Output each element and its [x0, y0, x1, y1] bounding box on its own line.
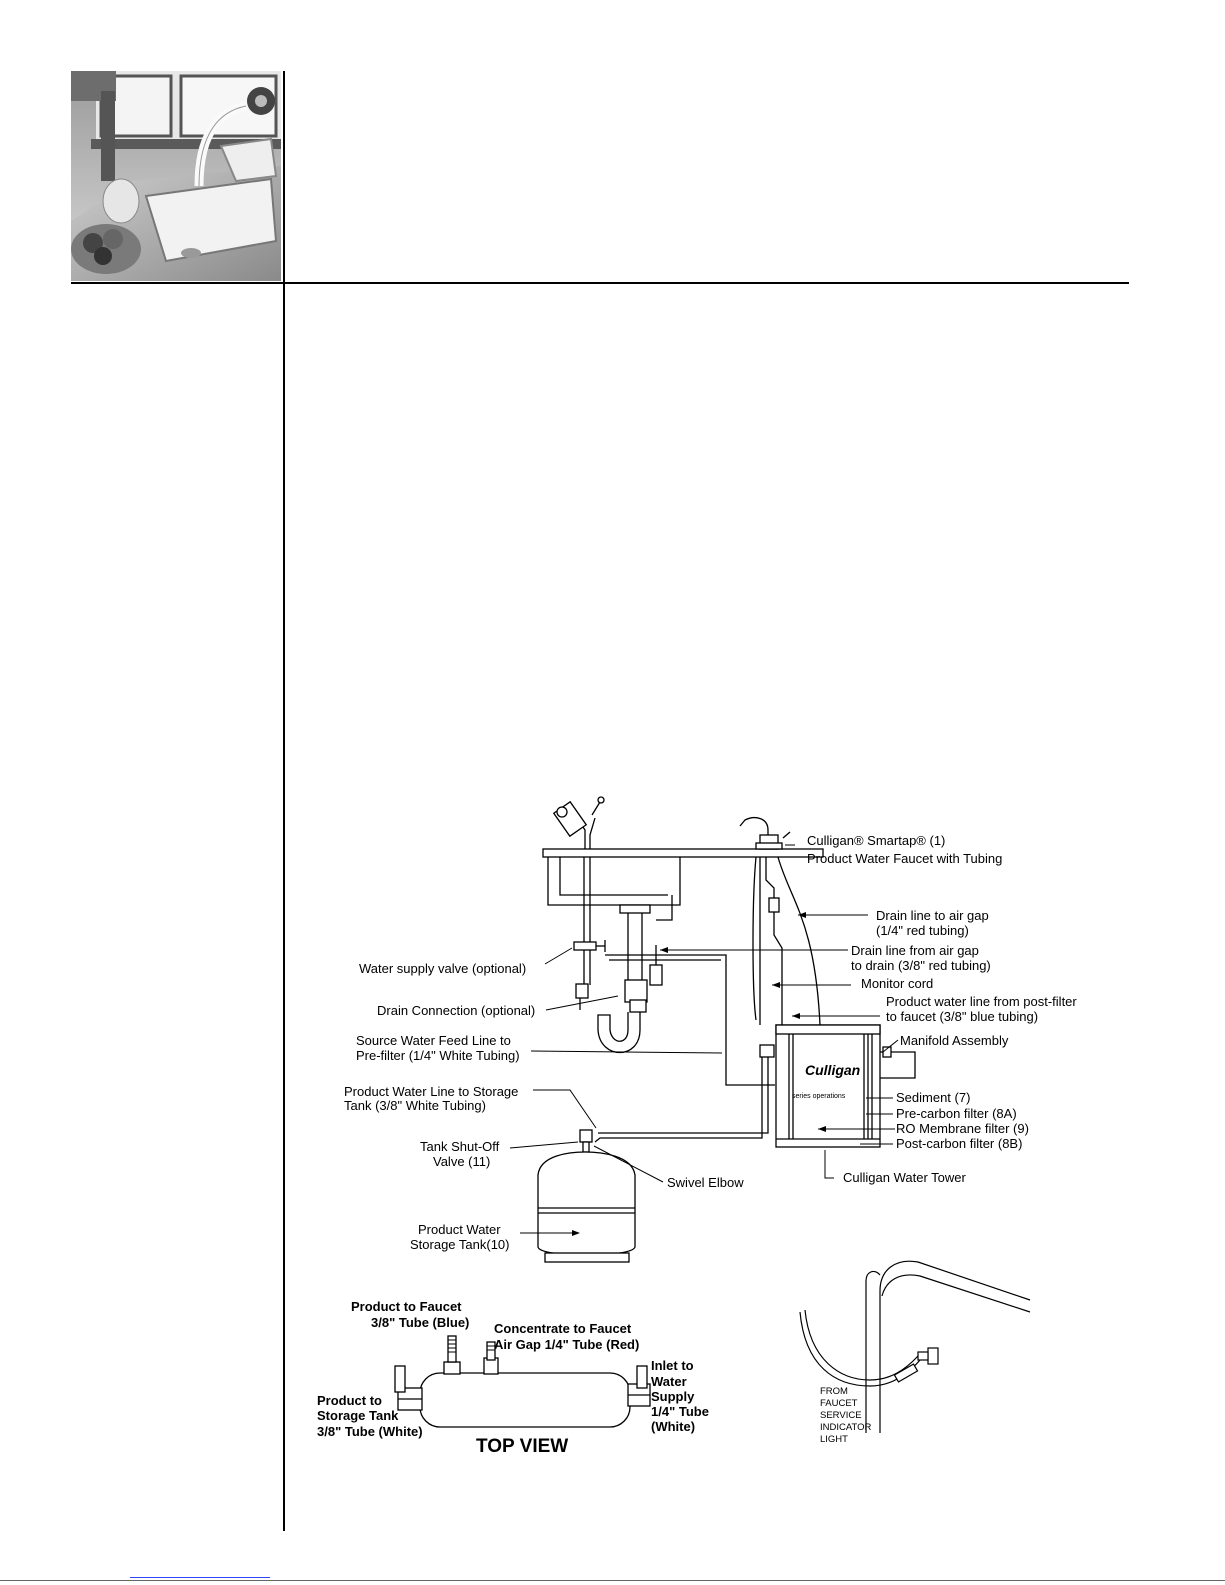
inlet-label-3: Supply — [651, 1389, 695, 1404]
product-line-label-2: to faucet (3/8" blue tubing) — [886, 1009, 1039, 1024]
inlet-label-4: 1/4" Tube — [651, 1404, 709, 1419]
source-feed-label-1: Source Water Feed Line to — [356, 1033, 511, 1048]
inlet-label-5: (White) — [651, 1419, 696, 1434]
storage-label-1: Product to — [317, 1393, 382, 1408]
concentrate-label-2: Air Gap 1/4" Tube (Red) — [494, 1337, 640, 1352]
inlet-label-1: Inlet to — [651, 1358, 694, 1373]
indicator-label-2: FAUCET — [820, 1398, 858, 1409]
faucet-label-2: Product Water Faucet with Tubing — [807, 851, 1003, 866]
drain-airgap-label-1: Drain line to air gap — [876, 908, 989, 923]
footer-link-underline[interactable] — [130, 1577, 270, 1578]
source-feed-label-2: Pre-filter (1/4" White Tubing) — [356, 1048, 520, 1063]
top-view-title: TOP VIEW — [476, 1436, 569, 1457]
concentrate-label-1: Concentrate to Faucet — [494, 1321, 632, 1336]
indicator-label-4: INDICATOR — [820, 1422, 872, 1433]
sediment-label: Sediment (7) — [896, 1090, 971, 1105]
storage-label-2: Storage Tank — [317, 1408, 399, 1423]
indicator-label-5: LIGHT — [820, 1434, 848, 1445]
svg-text:Culligan: Culligan — [805, 1062, 861, 1078]
shutoff-label-2: Valve (11) — [433, 1154, 491, 1169]
product-line-label-1: Product water line from post-filter — [886, 994, 1077, 1009]
water-supply-valve-label: Water supply valve (optional) — [359, 961, 527, 976]
manifold-label: Manifold Assembly — [900, 1033, 1009, 1048]
indicator-label-1: FROM — [820, 1386, 848, 1397]
tank-label-2: Storage Tank(10) — [410, 1237, 510, 1252]
monitor-cord-label: Monitor cord — [861, 976, 934, 991]
storage-label-3: 3/8" Tube (White) — [317, 1424, 423, 1439]
footer-rule — [0, 1580, 1225, 1581]
drain-connection-label: Drain Connection (optional) — [377, 1003, 536, 1018]
svg-text:series operations: series operations — [792, 1093, 846, 1100]
drain-airgap-label-2: (1/4" red tubing) — [876, 923, 969, 938]
drain-from-airgap-label-2: to drain (3/8" red tubing) — [851, 958, 991, 973]
product-storage-label-2: Tank (3/8" White Tubing) — [344, 1098, 486, 1113]
product-faucet-label-1: Product to Faucet — [351, 1299, 462, 1314]
postcarbon-label: Post-carbon filter (8B) — [896, 1136, 1023, 1151]
faucet-label-1: Culligan® Smartap® (1) — [807, 833, 946, 848]
indicator-label-3: SERVICE — [820, 1410, 862, 1421]
ro-membrane-label: RO Membrane filter (9) — [896, 1121, 1029, 1136]
product-faucet-label-2: 3/8" Tube (Blue) — [371, 1315, 470, 1330]
swivel-elbow-label: Swivel Elbow — [667, 1175, 744, 1190]
drain-from-airgap-label-1: Drain line from air gap — [851, 943, 979, 958]
product-storage-label-1: Product Water Line to Storage — [344, 1084, 519, 1099]
tower-label: Culligan Water Tower — [843, 1170, 966, 1185]
tank-label-1: Product Water — [418, 1222, 501, 1237]
shutoff-label-1: Tank Shut-Off — [420, 1139, 500, 1154]
precarbon-label: Pre-carbon filter (8A) — [896, 1106, 1017, 1121]
inlet-label-2: Water — [651, 1374, 687, 1389]
